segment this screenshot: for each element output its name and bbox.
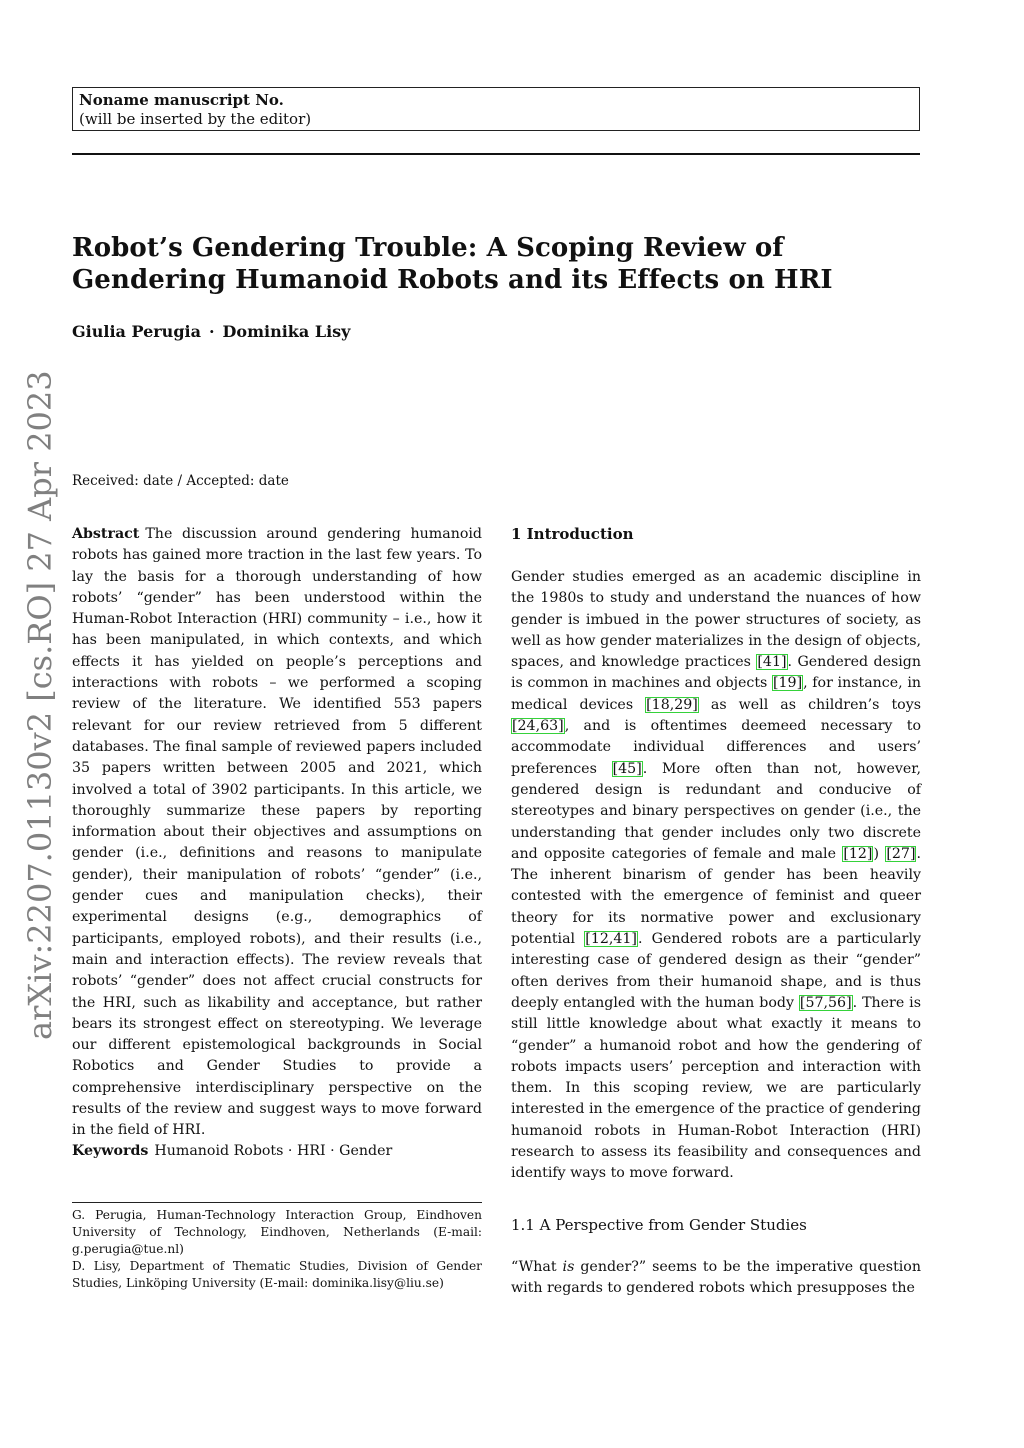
- citation-link[interactable]: [12]: [843, 845, 873, 862]
- abstract: [72, 524, 482, 1142]
- author-list: [72, 322, 350, 342]
- body-text: ): [873, 845, 886, 862]
- emphasis-text: is: [562, 1259, 575, 1275]
- body-text: , for instance, in medical devices: [511, 675, 921, 713]
- introduction-paragraph: [511, 567, 921, 1185]
- keywords-text: Humanoid Robots · HRI · Gender: [154, 1143, 393, 1159]
- introduction-heading: 1 Introduction: [511, 525, 634, 543]
- citation-link[interactable]: [45]: [612, 760, 642, 777]
- header-rule: [72, 153, 920, 155]
- received-date: Received: date / Accepted: date: [72, 473, 289, 489]
- manuscript-box: [72, 87, 920, 131]
- affiliation-note: G. Perugia, Human-Technology Interaction Group, Eindhoven University of Technology, Eindhoven, Netherlands (E-mail: g.perugia@tue.nl): [72, 1208, 482, 1256]
- introduction-section: [511, 524, 921, 1185]
- body-text: gender?” seems to be the imperative question with regards to gendered robots which presupposes the: [511, 1259, 921, 1297]
- paper-title: Robot’s Gendering Trouble: A Scoping Review of Gendering Humanoid Robots and its Effects on HRI: [72, 233, 833, 295]
- body-text: . Gendered robots are a particularly interesting case of gendered design as their “gender” often derives from their humanoid shape, and is thus deeply entangled with the human body: [511, 931, 921, 1011]
- citation-link[interactable]: [57,56]: [799, 994, 852, 1011]
- keywords: [72, 1141, 392, 1161]
- abstract-heading: Abstract: [72, 526, 140, 542]
- citation-link[interactable]: [19]: [772, 675, 803, 692]
- arxiv-watermark: arXiv:2207.01130v2 [cs.RO] 27 Apr 2023: [21, 370, 59, 1040]
- citation-link[interactable]: [24,63]: [512, 718, 564, 735]
- body-text: . The inherent binarism of gender has been heavily contested with the emergence of feminist and queer theory for its normative power and exclusionary potential: [511, 845, 921, 948]
- author-name: Giulia Perugia: [72, 322, 201, 341]
- body-text: Gender studies emerged as an academic discipline in the 1980s to study and understand the nuances of how gender is imbued in the power structures of society, as well as how gender materializes in the design of objects, spaces, and knowledge practices: [511, 569, 921, 671]
- citation-link[interactable]: [41]: [757, 654, 787, 671]
- body-text: as well as children’s toys: [698, 696, 921, 713]
- manuscript-label: Noname manuscript No.: [79, 91, 284, 109]
- keywords-heading: Keywords: [72, 1143, 149, 1159]
- citation-link[interactable]: [18,29]: [646, 696, 698, 713]
- body-text: . There is still little knowledge about what exactly it means to “gender” a humanoid robot and how the gendering of robots impacts users’ perception and interaction with them. In this scoping review, we are particularly interested in the emergence of the practice of gendering humanoid robots in Human-Robot Interaction (HRI) research to assess its feasibility and consequences and identify ways to move forward.: [511, 994, 922, 1182]
- author-name: Dominika Lisy: [222, 322, 351, 341]
- body-text: . Gendered design is common in machines and objects: [511, 654, 921, 692]
- body-text: “What: [511, 1259, 563, 1275]
- body-text: , and is oftentimes deemeed necessary to accommodate individual differences and users’ preferences: [511, 718, 921, 777]
- citation-link[interactable]: [27]: [886, 845, 916, 862]
- author-separator: ·: [208, 322, 215, 341]
- footnote-rule: [72, 1202, 482, 1203]
- abstract-text: The discussion around gendering humanoid robots has gained more traction in the last few years. To lay the basis for a thorough understanding of how robots’ “gender” has been understood within the Human-Robot Interaction (HRI) community – i.e., how it has been manipulated, in which contexts, and which effects it has yielded on people’s perceptions and interactions with robots – we performed a scoping review of the literature. We identified 553 papers relevant for our review retrieved from 5 different databases. The final sample of reviewed papers included 35 papers written between 2005 and 2021, which involved a total of 3902 participants. In this article, we thoroughly summarize these papers by reporting information about their objectives and assumptions on gender (i.e., definitions and reasons to manipulate gender), their manipulation of robots’ “gender” (i.e., gender cues and manipulation checks), their experimental designs (e.g., demographics of participants, employed robots), and their results (i.e., main and interaction effects). The review reveals that robots’ “gender” does not affect crucial constructs for the HRI, such as likability and acceptance, but rather bears its strongest effect on stereotyping. We leverage our different epistemological backgrounds in Social Robotics and Gender Studies to provide a comprehensive interdisciplinary perspective on the results of the review and suggest ways to move forward in the field of HRI.: [72, 526, 482, 1139]
- manuscript-note: (will be inserted by the editor): [79, 110, 312, 128]
- affiliation-note: D. Lisy, Department of Thematic Studies, Division of Gender Studies, Linköping University (E-mail: dominika.lisy@liu.se): [72, 1259, 482, 1290]
- body-text: . More often than not, however, gendered design is redundant and conducive of stereotypes and binary perspectives on gender (i.e., the understanding that gender includes only two discrete and opposite categories of female and male: [511, 760, 921, 862]
- subsection-heading: 1.1 A Perspective from Gender Studies: [511, 1216, 807, 1234]
- citation-link[interactable]: [12,41]: [585, 931, 637, 948]
- footnotes: [72, 1207, 482, 1292]
- subsection-paragraph: [511, 1257, 921, 1300]
